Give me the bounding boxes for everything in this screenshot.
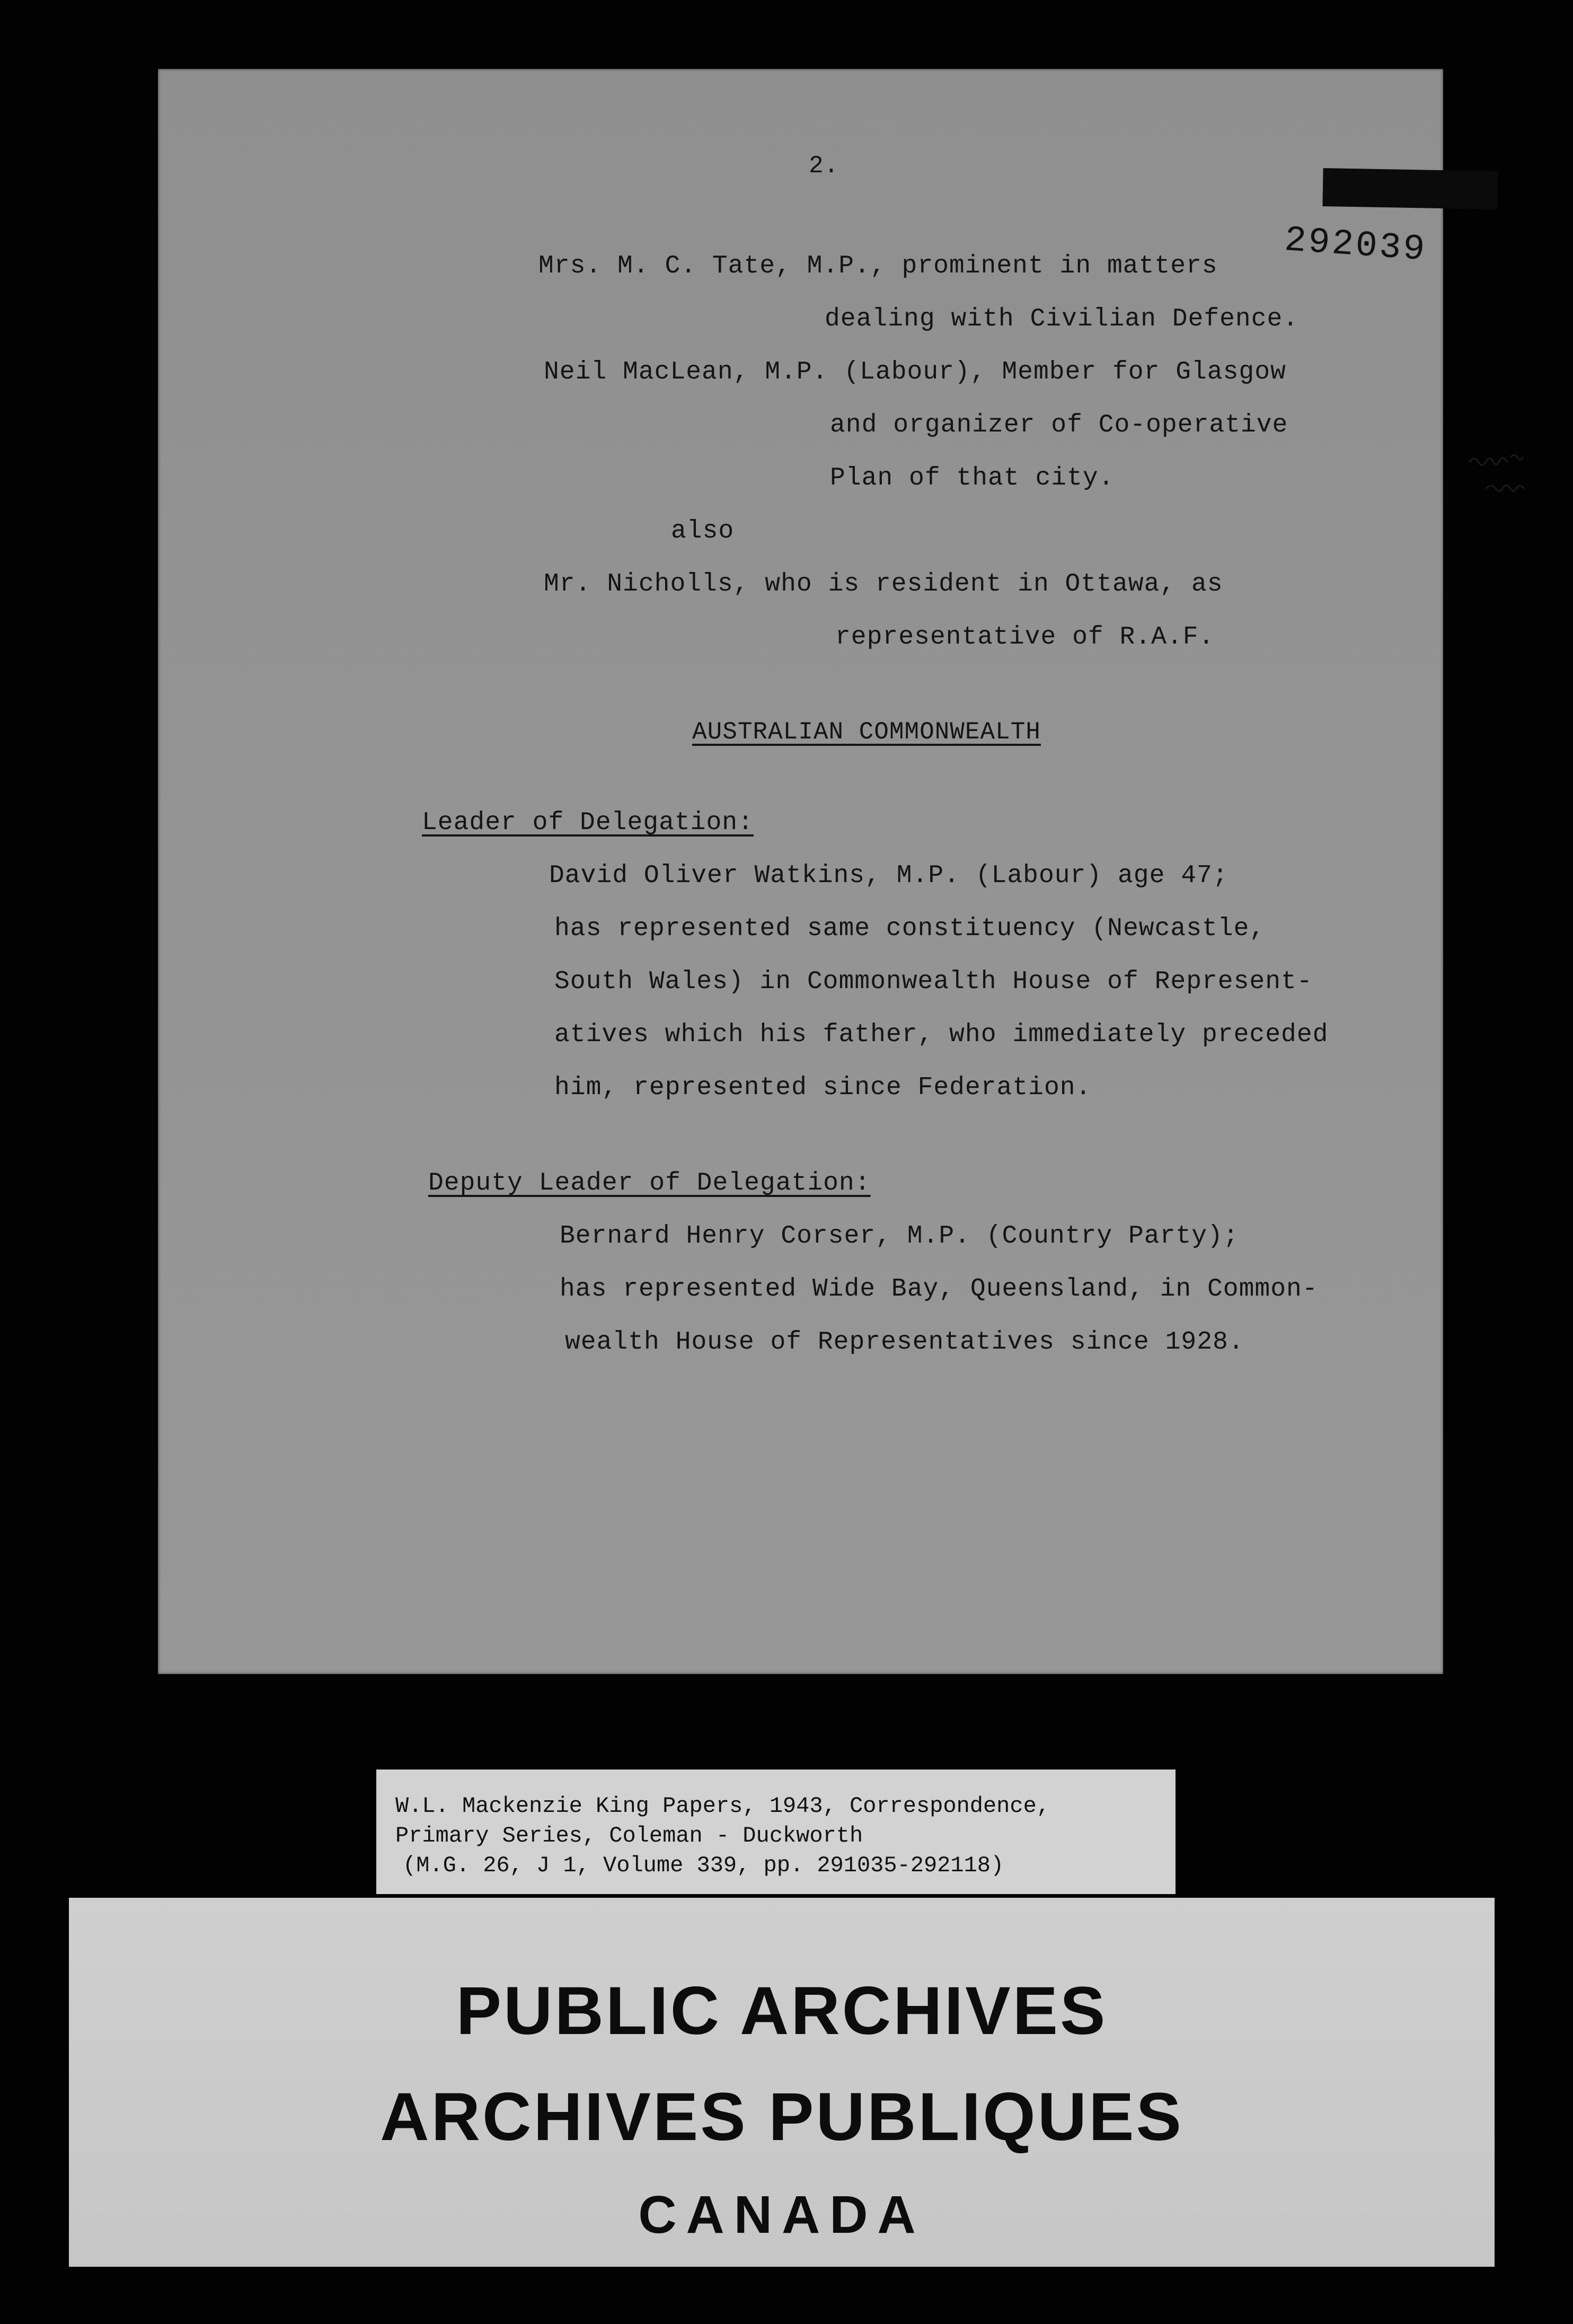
text-line: Mrs. M. C. Tate, M.P., prominent in matters <box>538 252 1218 280</box>
text-line: dealing with Civilian Defence. <box>825 305 1299 333</box>
text-line: Plan of that city. <box>830 464 1115 492</box>
text-line: also <box>671 517 735 545</box>
deputy-heading: Deputy Leader of Delegation: <box>428 1169 871 1198</box>
handwritten-note-icon <box>1465 446 1560 505</box>
text-line: atives which his father, who immediately preceded <box>554 1020 1329 1049</box>
text-line: David Oliver Watkins, M.P. (Labour) age 47; <box>549 861 1229 890</box>
text-line: him, represented since Federation. <box>554 1073 1092 1102</box>
citation-line: (M.G. 26, J 1, Volume 339, pp. 291035-292118) <box>403 1853 1004 1878</box>
text-line: and organizer of Co-operative <box>830 411 1288 439</box>
text-line: Mr. Nicholls, who is resident in Ottawa, as <box>544 570 1223 598</box>
text-line: representative of R.A.F. <box>835 623 1215 652</box>
typed-document-page <box>158 69 1443 1674</box>
archive-label-french: ARCHIVES PUBLIQUES <box>380 2079 1183 2155</box>
text-line: has represented same constituency (Newcastle, <box>554 914 1266 943</box>
citation-strip <box>376 1770 1176 1894</box>
text-line: Neil MacLean, M.P. (Labour), Member for Glasgow <box>544 358 1286 386</box>
page-number: 2. <box>809 152 839 180</box>
redaction-bar <box>1322 168 1498 209</box>
text-line: South Wales) in Commonwealth House of Represent- <box>554 967 1313 996</box>
section-heading: AUSTRALIAN COMMONWEALTH <box>692 718 1041 746</box>
leader-heading: Leader of Delegation: <box>422 808 754 837</box>
archive-page-stamp: 292039 <box>1283 220 1428 271</box>
text-line: has represented Wide Bay, Queensland, in Common- <box>560 1275 1318 1304</box>
text-line: Bernard Henry Corser, M.P. (Country Party); <box>560 1222 1239 1251</box>
archive-label-country: CANADA <box>638 2185 925 2244</box>
text-line: wealth House of Representatives since 1928. <box>565 1328 1244 1357</box>
citation-line: Primary Series, Coleman - Duckworth <box>395 1823 863 1848</box>
archive-label-english: PUBLIC ARCHIVES <box>456 1973 1108 2049</box>
citation-line: W.L. Mackenzie King Papers, 1943, Correspondence, <box>395 1793 1050 1819</box>
public-archives-label <box>69 1898 1495 2267</box>
